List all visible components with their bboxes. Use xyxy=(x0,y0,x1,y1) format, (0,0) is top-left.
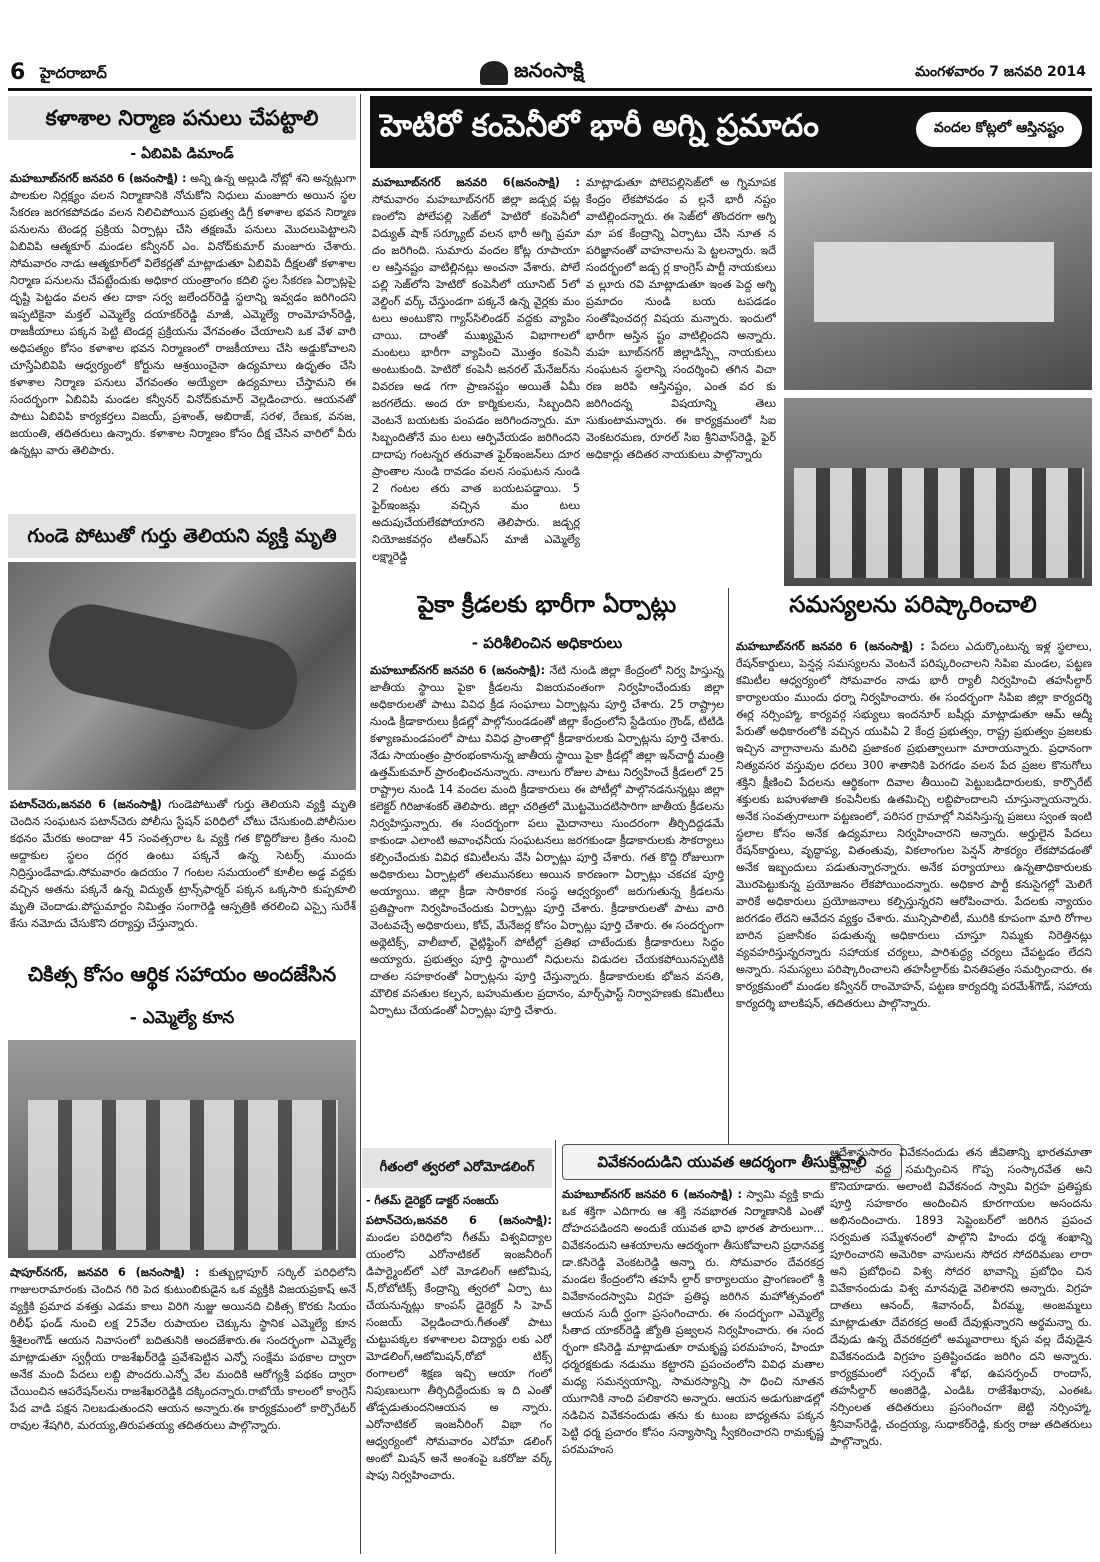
article-title: గుండె పోటుతో గుర్తు తెలియని వ్యక్తి మృతి xyxy=(27,525,337,547)
article-dateline: మహబూబ్‌నగర్ జనవరి 6 (జనంసాక్షి) : xyxy=(562,1188,742,1201)
article-dateline: మహబూబ్‌నగర్ జనవరి 6 (జనంసాక్షి) : xyxy=(736,640,925,653)
cheque-handover-photo xyxy=(8,1040,356,1258)
article-title: చికిత్స కోసం ఆర్థిక సహాయం అందజేసిన xyxy=(27,962,337,986)
dead-man-photo xyxy=(8,562,356,790)
article-dateline: మహబూబ్‌నగర్ జనవరి 6 (జనంసాక్షి): xyxy=(370,664,546,677)
article-dateline: మహబూబ్‌నగర్ జనవరి 6 (జనంసాక్షి) : xyxy=(10,172,187,185)
article-body: మహబూబ్‌నగర్ జనవరి 6 (జనంసాక్షి) : పేదలు ఎదుర్కొంటున్న ఇళ్ల స్థలాలు, రేషన్‌కార్డులు, పెన్షన్ల సమస్యలను వెంటనే పరిష్కరించాలని సిపిఐ మండల, పట్టణ కమిటీల ఆధ్వర్యంలో సోమవారం నాడు భారీ ర్యాలీ నిర్వహించి తహసీల్దార్ కార్యాలయం ముందు ధర్నా నిర్వహించారు. ఈ సందర్భంగా సిపిఐ జిల్లా కార్యదర్శి ఈర్ల నర్సింహ్మా, కార్యవర్గ సభ్యులు ఇందనూర్ బషీర్లు మాట్లాడుతూ ఆమ్ ఆద్మీ పేరుతో అధికారంలోకి వచ్చిన యుపిఏ 2 కేంద్ర ప్రభుత్వం, రాష్ట్ర ప్రభుత్వం ప్రజలకు ఇచ్చిన వాగ్దానాలను మరిచి ప్రజాకంఠ ప్రభుత్వాలుగా మారాయన్నారు. ప్రధానంగా నిత్యవసర వస్తువుల ధరలు 300 శాతానికి పెరగడం వలన పేద ప్రజల కొనుగోలు శక్తిని క్షీణించి పేదలను ఆర్థికంగా దివాల తీయించి పెట్టుబడిదారులకు, కార్పొరేట్ శక్తులకు బహుళజాతి కంపెనీలకు ఉతమిచ్చి లబ్దిపొందాలని చూస్తున్నాయన్నారు. అనేక సంవత్సరాలుగా పట్టణంలో, పరిసర గ్రామాల్లో నివసిస్తున్న ప్రజలు స్వంత ఇంటి స్థలాల కోసం అనేక ఉద్యమాలు నిర్వహించారని అన్నారు. అర్హులైన పేదలు రేషన్‌కార్డులు, వృద్ధాప్య, వితంతువు, వికలాంగుల పెన్షన్ సౌకర్యం లేకపోవడంతో అనేక ఇబ్బందులు పడుతున్నారన్నారు. అనేక పర్యాయాలు ఉన్నతాధికారులకు మొరపెట్టుకున్న ప్రయోజనం లేకపోయిందన్నారు. అధికార పార్టీ కనుసైగల్లో మెలిగే వారికే అధికారులు ప్రయోజనాలు కల్పిస్తున్నరని ఆరోపించారు. పేదలకు న్యాయం జరగడం లేదని ఆవేదన వ్యక్తం చేశారు. మున్సిపాలిటీ, మురికి కూపంగా మారి రోగాల బారిన ప్రజానీకం పడుతున్న అధికారులు చూస్తూ నిమ్మకు నిరెత్తినట్లు వ్యవహరిస్తున్నరన్నారు సహాయక చర్యలు, పారిశుద్ధ్య చర్యలు చేపట్టడం లేదని అన్నారు. సమస్యలు పరిష్కారించాలని తహసీల్దార్‌కు వినతిపత్రం సమర్పించారు. ఈ కార్యక్రమంలో మండల కన్వీనర్ రాంమోహన్, పట్టణ కార్యదర్శి పరమేశ్‌గౌడ్, సహాయ కార్యదర్శి బాలకిషన్, తదితరులు పాల్గొన్నారు. xyxy=(736,640,1092,1010)
lead-body-col2: మాట్లాడుతూ పోలెపల్లిసెజ్‌లో అ గ్నిమాపక కేంద్రం లేకపోవడం వ ల్లనే భారీ నష్టం వాటిల్లిందన్నారు. ఈ సెజ్‌లో తొందరగా అగ్ని మా పక కేంద్రాన్ని ఏర్పాటు చేసి నూత న పరిజ్ఞానంతో వాహనాలను పె ట్టలన్నారు. ఇదే సందర్భంలో జడ్చ ర్ల కాంగ్రెస్ పార్టీ నాయకులు వ ల్లూరు రవి మాట్లాడుతూ ఇంత పెద్ద అగ్ని ప్రమాదం నుండి బయ టపడడం సంతోషించదగ్గ విషయ మన్నారు. ఇందులో భారీగా అస్తిన ష్టం వాటిల్లిందని అన్నారు. మహ బూబ్‌నగర్ జిల్లాడిస్ప్లే నాయకులు సంఘటన స్థలాన్ని సందర్శించి తగిన విచా రణ జరిపి ఆస్తినష్టం, ఎంత వర కు జరిగిందన్న విషయాన్ని తెలు సుకుంటామన్నారు. ఈ కార్యక్రమంలో సిఐ వెంకటరమణ, రూరల్ సిఐ శ్రీనివాస్‌రెడ్డి, ఫైర్ అధికార్లు తదితర నాయకులు పాల్గొన్నారు xyxy=(586,176,776,461)
article-dateline: మహబూబ్‌నగర్ జనవరి 6(జనంసాక్షి) : xyxy=(372,176,580,189)
lead-headline-bar xyxy=(370,96,1092,168)
article-headline-box xyxy=(362,1148,552,1188)
article-body: షాపూర్‌నగర్, జనవరి 6 (జనంసాక్షి) : కుత్బుల్లాపూర్ సర్కిల్ పరిధిలోని గాజులరామారంకు చెందిన గిరి పెద కుటుంబికుడైన ఒక వ్యక్తికి విజయప్రకాష్ అనే వ్యక్తికి ప్రమాద వశత్తు ఎడమ కాలు విరిగి నుజ్జు అయినది చికిత్స కొరకు సియం రిలీఫ్ ఫండ్ నుంచి లక్ష 25వేల రుపాయల చెక్కును స్థానిక ఎమ్మెల్యే కూన శ్రీశైలంగౌడ్ ఆయన నివాసంలో బదితునికి అందజేశారు.ఈ సందర్భంగా ఎమ్మెల్యే మాట్లాడుతూ స్వర్గీయ రాజశేఖర్‌రెడ్డి ప్రవేశపెట్టిన ఎన్నో సంక్షేమ పథకాల ద్వారా అనేక మంది పేదలు లబ్ది పొందరు.ఎన్నో వేల మందికి ఆరోగ్యశ్రీ పథకం ద్వారా చేయించిన ఆపరేషన్‌లను రాజశేఖరరెడ్డికి దక్కిందన్నారు.రాబోయే కాలంలో కాంగ్రెస్ పేద వాడి పక్షన నిలబడుతుందని ఆయన అన్నారు.ఈ కార్యక్రమంలో కార్పొరేటర్ రావుల శేషగిరి, మరయ్య,తిరుపతయ్య తదితరులు పాల్గొన్నారు. xyxy=(10,1266,356,1432)
lead-badge: వందల కోట్లలో ఆస్తినష్టం xyxy=(916,112,1082,147)
article-body-continued: ఆదేశానుసారం వివేకనందుడు తన జీవితాన్ని భారతమాతా పాదాల వద్ద సమర్పించిన గొప్ప సంస్కారవేత అని కొనియాడారు. అలాంటి వివేకనంద స్వామి విగ్రహ ప్రతిష్టకు పూర్తి సహకారం అందించిన కూరగాయల అసందను అభినందించారు. 1893 సెప్టెంబర్‌లో జరిగిన ప్రపంచ సర్వమత సమ్మేళనంలో పాల్గొని హిందు ధర్మ శంఖాన్ని పూరించారని అమెరికా వాసులను సోదర సోదరిమణు లారా అని ప్రబోధించి విశ్వ సోదర భావాన్ని ప్రబోధిం చిన వివేకానందుడు విశ్వ మానవుడై వెలిశారని అన్నారు. విగ్రహ దాతలు ఆనంద్, శివానంద్, వీరమ్మ, అంజమ్మలు మాట్లాడుతూ దేవరకద్ర అంటే దేవుళ్లున్నారని అర్థమన్నా రు. దేవుడు ఉన్న దేవరకద్రలో అమ్మవారాలు కృప వల్ల దేవుడైన వివేకనందుడి విగ్రహం ప్రతిష్టించడం జరిగిం దని అన్నారు. కార్యక్రమంలో సర్పంచ్ శోభ, ఉపసర్పంచ్ రాందాస్, తహసీల్దార్ అంజిరెడ్డి, ఎండిఓ రాజేశేఖరావు, ఎంఈఓ నర్సింలత తదితరులు ప్రసంగించగా జెట్టి నర్సింహ్మా, శ్రీనివాస్‌రెడ్డి, చంద్రయ్య, సుధాకర్‌రెడ్డి, కుర్వ రాజు తదితరులు పాల్గొన్నారు. xyxy=(830,1146,1092,1448)
article-dateline: షాపూర్‌నగర్, జనవరి 6 (జనంసాక్షి) : xyxy=(10,1266,200,1279)
article-headline-box xyxy=(8,514,356,558)
article-body: మహబూబ్‌నగర్ జనవరి 6 (జనంసాక్షి) : స్వామి వ్యక్తి కాదు ఒక శక్తిగా ఎదిగారు ఆ శక్తి నవభారత నిర్మాణానికి ఎంతో దోహదపడిందని అందుకే యువత భావి భారత పౌరులుగా... వివేకనందుని ఆశయాలను ఆదర్శంగా తీసుకోవాలని ప్రధానవక్త డా.కసిరెడ్డి వెంకటరెడ్డి అన్నా రు. సోమవారం దేవరకద్ర మండల కేంద్రంలోని తహసీ ల్దార్ కార్యాలయం ప్రాంగణంలో శ్రీ వివేకానందస్వామి విగ్రహ ప్రతిష్ఠ జరిగిన మహోత్సవంలో ఆయన సుదీ ర్ఘంగా ప్రసంగించారు. ఈ సందర్భంగా ఎమ్మెల్యే సీతాద యాకర్‌రెడ్డి జ్యోతి ప్రజ్వలన నిర్వహించారు. ఈ సంద ర్భంగా కసిరెడ్డి మాట్లాడుతూ రామకృష్ణ పరమహంస, హిందూ ధర్మరక్షకుడు నడుము కట్టారని ప్రపంచంలోని వివిధ మతాల మధ్య సమన్వయాన్ని, సామరస్యాన్ని సా ధించి నూతన యుగానికి నాంది పలికారని అన్నారు. ఆయన అడుగుజాడల్లో నడిచిన వివేకనందుడు తను కు టుంబ బాధ్యతను పక్కన పెట్టి ధర్మ ప్రచారం కోసం సన్యాసాన్ని స్వీకరించారని రామకృష్ణ పరమహంస xyxy=(562,1188,824,1456)
column-divider xyxy=(555,1140,556,1554)
logo-emblem-icon xyxy=(480,61,508,85)
article-title: పైకా క్రీడలకు భారీగా ఏర్పాట్లు xyxy=(417,592,677,618)
paper-name: జనంసాక్షి xyxy=(514,58,584,82)
article-body: మహబూబ్‌నగర్ జనవరి 6 (జనంసాక్షి): నేటి నుండి జిల్లా కేంద్రంలో నిర్వ హిస్తున్న జాతీయ స్థాయి పైకా క్రీడలను విజయవంతంగా నిర్వహించేందుకు జిల్లా అధికారులతో పాటు వివిధ క్రీడ సంఘాలు ఏర్పాట్లను పూర్తి చేశారు. 25 రాష్ట్రాల నుండి క్రీడాకారులు క్రీడల్లో పాల్గోనుండడంతో జిల్లా కేంద్రంలోని స్టేడియం గ్రౌండ్, టిటిడి కళ్యాణమండపంలో పాటు వివిధ ప్రాంతాల్లో క్రీడాకారులకు ఏర్పాట్లను పూర్తి చేశారు. నేడు సాయంత్రం ప్రారంభంకానున్న జాతీయ స్థాయి పైకా క్రీడల్లో జిల్లా ఇన్‌చార్జీ మంత్రి ఉత్తమ్‌కుమార్ ప్రారంభించనున్నారు. నాలుగు రోజుల పాటు నిర్వహించే క్రీడలలో 25 రాష్ట్రాల నుండి 14 వందల మంది క్రీడాకారులు ఈ పోటీల్లో పాల్గొనడనున్నట్లు జిల్లా కలెక్టర్ గిరిజాశంకర్ తెలిపారు. జిల్లా చరిత్రలో మొట్టమొదటిసారిగా జాతీయ క్రీడలను నిర్వహిస్తున్నారు. ఈ సందర్భంగా పలు మైదానాలు సుందరంగా తీర్చిదిద్దడమే కాకుండా ఎలాంటి అవాంఛనీయ సంఘటనలు జరగకుండా క్రీడాకారులకు సౌకర్యాలు కల్పించేందుకు వివిధ కమిటీలను వేసి ఏర్పాట్లు పూర్తి చేశారు. గత కొద్ది రోజులుగా అధికారులు ఏర్పాట్లలో తలమునకలు అయిన కారణంగా ఏర్పాట్లు చకచక పూర్తి అయ్యాయి. జిల్లా క్రీడా సారికారక సంస్థ ఆధ్వర్యంలో జరుగుతున్న క్రీడలను ప్రతిష్టాంగా నిర్వహించేందుకు ఏర్పాట్లు పూర్తి చేశారు. క్రీడాకారులతో పాటు వారి వెంటవచ్చే అధికారులు, కోచ్, మేనేజర్ల కోసం ఏర్పాట్లు పూర్తి చేశారు. ఈ సందర్భంగా అథ్లెటిక్స్, వాలీబాల్, వైట్లిఫ్టింగ్ పోటీల్లో ప్రతిభ చాటేందుకు క్రీడాకారులు సిద్ధం అయ్యారు. ప్రభుత్వం పూర్తి స్థాయిలో నిధులను విడుదల చేయకపోయినప్పటికి దాతల సహకారంతో ఏర్పాట్లను పూర్తి చేస్తున్నారు. క్రీడాకారులకు భోజన వసతి, మౌలిక వసతుల కల్పన, బహుమతుల ప్రదానం, మార్చ్‌ఫాస్ట్ నిర్వాహణకు కమిటీలు ఏర్పాటు చేయడంతో ఏర్పాట్లు పూర్తి చేశారు. xyxy=(370,664,724,1017)
page-number: 6 xyxy=(10,60,26,85)
article-headline-box xyxy=(8,96,356,140)
article-body: పటాన్‌చెరు,జనవరి 6 (జనంసాక్షి) గుండెపోటుతో గుర్తు తెలియని వ్యక్తి మృతి చెందిన సంఘటన పటాన్‌చెరు పోలీసు స్టేషన్ పరిధిలో చోటు చేసుకుంది.పోలీసుల కథనం మేరకు అందాజు 45 సంవత్సరాల ఓ వ్యక్తి గత కొద్దిరోజుల క్రితం నుంచి అద్దాకుల స్థలం దగ్గర ఉంటు పక్కనే ఉన్న సెటర్స్ ముందు నిద్రిస్తుండేవాడు.సోమవారం ఉదయం 7 గంటల సమయంలో కూలీల అడ్డ వద్దకు వచ్చిన అతను పక్కనే ఉన్న విద్యుత్ ట్రాన్స్‌ఫార్మర్ పక్కన ఒక్కసారి కుప్పకూలి మృతి చెందాడు.పోస్టుమార్టం నిమిత్తం సంగారెడ్డి ఆస్పత్రికి తరలించి ఎస్సై సురేశ్ కేసు నమోదు చేసుకొని దర్యాప్తు చేస్తున్నారు. xyxy=(10,798,356,930)
article-subtitle: - ఏబివిపి డిమాండ్ xyxy=(130,146,234,162)
article-title: గీతంలో త్వరలో ఎరోమోడలింగ్ xyxy=(379,1160,535,1175)
article-subtitle: - పరిశీలించిన అధికారులు xyxy=(471,634,623,652)
column-divider xyxy=(728,588,729,1148)
article-subtitle: - గీతమ్ డైరెక్టర్ డాక్టర్ సంజయ్ xyxy=(366,1194,499,1207)
article-title: కళాశాల నిర్మాణ పనులు చేపట్టాలి xyxy=(45,106,319,130)
paper-logo xyxy=(480,58,584,87)
edition-city: హైదరాబాద్ xyxy=(40,64,107,82)
article-title: వివేకనందుడిని యువత ఆదర్శంగా తీసుకోవాలి xyxy=(597,1153,867,1171)
issue-date: మంగళవారం 7 జనవరి 2014 xyxy=(915,64,1086,80)
article-dateline: పటాన్‌చెరు,జనవరి 6 (జనంసాక్షి): xyxy=(366,1214,552,1227)
photo-building xyxy=(814,242,1054,322)
article-subtitle: - ఎమ్మెల్యే కూన xyxy=(129,1008,235,1028)
column-divider xyxy=(360,94,361,1554)
lead-body-col1: మహబూబ్‌నగర్ జనవరి 6(జనంసాక్షి) : సోమవారం మహబూబ్‌నగర్ జిల్లా జడ్చర్ల పట్ల ణంలోని పోలేపల్లి సెజ్‌లో హెటిరో కంపెనీలో విద్యుత్ షాక్ సర్క్యూట్ వలన భారీ అగ్ని ప్రమా దం జరిగింది. సుమారు వందల కోట్ల రూపాయా ల ఆస్తినష్టం వాటిల్లినట్లు అంచనా వేశారు. పోలే పల్లి సెజ్‌లోని హెటిరో కంపెనీలో యూనిట్ 5లో వెల్డింగ్ వర్క్ చేస్తుండగా పక్కనే ఉన్న వైర్లకు మం టలు అంటుకొని గ్యాస్‌సిలిండర్ వద్దకు వ్యాపిం చాయి. దాంతో ముఖ్యమైన విభాగాలలో మంటలు భారీగా వ్యాపించి మొత్తం కంపెనీ అంటుకుంది. హెటిరో కంపెనీ జనరల్ మేనేజర్‌ను వివరణ అడ గగా ప్రాణనష్టం అయితే ఏమీ జరగలేదు. అంద రూ కార్మికులను, సిబ్బందిని వెంటనే బయటకు పంపడం జరిగిందన్నారు. మా సిబ్బందితోనే మం టలు ఆర్పివేయడం జరిగిందని దాదాపు గంటన్నర తరువాత ఫైర్‌ఇంజన్‌లు దూర ప్రాంతాల నుండి రావడం వలన సంఘటన నుండి 2 గంటల తరు వాత బయటపడ్డాయి. 5 ఫైర్‌ఇంజన్లు వచ్చిన మం టలు అదుపుచేయలేకపోయారని తెలిపారు. జడ్చర్ల నియోజకవర్గం టిఆర్‌ఎస్ మాజీ ఎమ్మెల్యే లక్ష్మారెడ్డి xyxy=(372,176,580,563)
crowd-photo xyxy=(784,398,1092,586)
article-body: పటాన్‌చెరు,జనవరి 6 (జనంసాక్షి): మండల పరిధిలోని గీతమ్ విశ్వవిద్యాల యంలోని ఎరోనాటికల్ ఇంజనీరింగ్ డిపార్ట్మెంట్‌లో ఎరో మోడలింగ్ ఆటోమిష, న్,రోబోటిక్స్ కేంద్రాన్ని త్వరలో ఏర్పా టు చేయనున్నట్లు కాంపస్ డైరెక్టర్ సి హెచ్ సంజయ్ వెల్లడించారు.గీతంతో పాటు చుట్టుపక్కల కళాశాలల విద్యార్ధు లకు ఎరో మోడలింగ్,ఆటోమిషన్,రోబో టిక్స్ రంగాలలో శిక్షణ ఇచ్చి ఆయా గంలో నిపుణులుగా తీర్చిదిద్దేందుకు ఇ ది ఎంతో తోడ్పడుతుందనిఆయన అ న్నారు. ఎరోనాటికల్ ఇంజనీరింగ్ విభా గం ఆధ్వర్యంలో సోమవారం ఎరోమా డలింగ్ అంటో మిషన్ అనే అంశంపై ఒకరోజు వర్క్ షాపు నిర్వహించారు. xyxy=(366,1214,552,1482)
lead-title: హెటిరో కంపెనీలో భారీ అగ్ని ప్రమాదం xyxy=(380,108,819,144)
article-body: మహబూబ్‌నగర్ జనవరి 6 (జనంసాక్షి) : అన్ని ఉన్న అల్లుడి నోట్లో శని అన్నట్లుగా పాలకుల నిర్లక్ష్యం వలన నిర్మాణానికి నోచుకోని నిధులు మంజూరు అయిన స్థల సేకరణ జరగకపోవడం వలన నిలిచిపోయిన ప్రభుత్వ డిగ్రీ కళాశాల భవన నిర్మాణ పనులను టెండర్ల ప్రక్రియ ఏర్పాట్లు చేసి తక్షణమే పనులు మొదలుపెట్టాలని ఏబివిపి ఆత్మకూర్ మండల కన్వీనర్ ఎం. వినోద్‌కుమార్ మంజూరు చేశారు. సోమవారం నాడు ఆత్మకూర్‌లో విలేకర్లతో మాట్లాడుతూ ఏబివిపి దీక్షలతో కళాశాల నిర్మాణ పనులను చేపట్టేందుకు అధికార యంత్రాంగం కదిలి స్థల సేకరణ ఏర్పాట్లపై దృష్టి పెట్టడం వలన తల దాకా సర్వ జలేందర్‌రెడ్డి స్థలాన్ని ఇవ్వడం జరిగిందని ఇప్పటికైనా మక్తల్ ఎమ్మెల్యే దయాకర్‌రెడ్డి మాజీ, ఎమ్మెల్యే రాంమోహన్‌రెడ్డి, రాజకీయాలు పక్కన పెట్టి టెండర్ల ప్రక్రియను వేగవంతం చేయాలని ఒక వేళ వారి అధిపత్యం కోసం కళాశాల భవన నిర్మాణంలో రాజకీయాలు చేసి అడ్డుకోవాలని చూస్తేఏబివిపి ఆధ్వర్యంలో కోర్టును ఆశ్రయించైనా ఉద్యమాలు ఉధృతం చేసి కళాశాల నిర్మాణ పనులు వేగవంతం అయ్యేలా ఉద్యమాలు చేస్తామని ఈ సందర్భంగా ఏబివిపి మండల కన్వీనర్ వినోద్‌కుమార్ వెల్లడించారు. ఆయనతో పాటు ఏబివిపి కార్యకర్తలు విజయ్, ప్రశాంత్, అబిరాజ్, సరళ, రేణుక, వనజ, జయంతి, తదితరులు ఉన్నారు. కళాశాల నిర్మాణం కోసం దీక్ష చేసిన వారిలో వీరు ఉన్నట్లు వారు తెలిపారు. xyxy=(10,172,356,457)
photo-figure xyxy=(41,597,304,737)
article-title: సమస్యలను పరిష్కారించాలి xyxy=(789,592,1037,618)
article-dateline: పటాన్‌చెరు,జనవరి 6 (జనంసాక్షి) xyxy=(10,798,162,811)
photo-people xyxy=(794,468,1084,578)
photo-people xyxy=(28,1100,338,1250)
fire-smoke-photo xyxy=(784,172,1092,390)
masthead-rule xyxy=(8,88,1092,91)
